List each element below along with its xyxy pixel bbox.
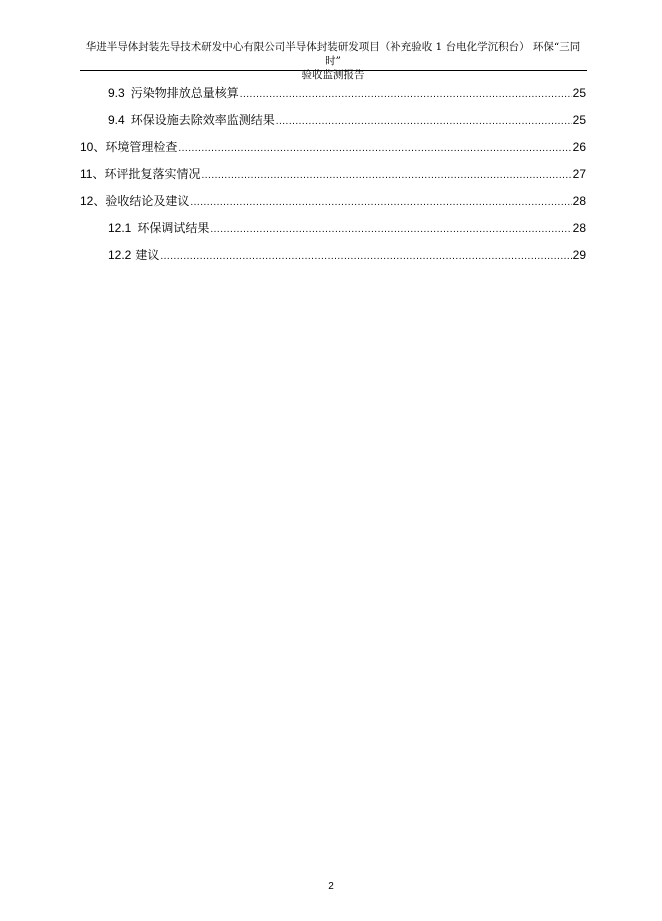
toc-entry-title: 环境管理检查 <box>105 140 178 154</box>
page-header <box>80 40 586 82</box>
toc-entry-9-3[interactable] <box>108 84 586 102</box>
toc-entry-title: 环评批复落实情况 <box>104 167 201 181</box>
toc-entry-12-1[interactable] <box>108 219 586 237</box>
toc-entry-number: 12.2 <box>108 248 132 262</box>
toc-entry-title: 环保调试结果 <box>137 221 210 235</box>
header-title-line1: 华进半导体封装先导技术研发中心有限公司半导体封装研发项目（补充验收 1 台电化学沉积台） 环保“三同时” <box>85 41 581 67</box>
toc-entry-page: 27 <box>572 167 586 181</box>
toc-dot-leader <box>276 113 572 131</box>
toc-entry-title: 建议 <box>135 248 160 262</box>
header-rule <box>80 70 587 71</box>
toc-entry-title: 环保设施去除效率监测结果 <box>130 113 275 127</box>
toc-entry-9-4[interactable] <box>108 111 586 129</box>
toc-entry-number: 12、 <box>80 194 106 208</box>
toc-entry-page: 28 <box>572 194 586 208</box>
toc-entry-10[interactable] <box>80 138 586 156</box>
toc-entry-number: 10、 <box>80 140 106 154</box>
toc-dot-leader <box>201 167 571 185</box>
toc-entry-page: 25 <box>572 113 586 127</box>
toc-entry-number: 9.3 <box>108 86 125 100</box>
page-number: 2 <box>328 881 334 892</box>
header-title-line2: 验收监测报告 <box>301 69 365 81</box>
toc-entry-title: 污染物排放总量核算 <box>130 86 239 100</box>
toc-entry-number: 9.4 <box>108 113 125 127</box>
toc-entry-page: 29 <box>572 248 586 262</box>
toc-dot-leader <box>240 86 572 104</box>
toc-entry-12[interactable] <box>80 192 586 210</box>
toc-entry-title: 验收结论及建议 <box>105 194 190 208</box>
toc-entry-page: 26 <box>572 140 586 154</box>
toc-entry-page: 25 <box>572 86 586 100</box>
toc-entry-page: 28 <box>572 221 586 235</box>
toc-entry-11[interactable] <box>80 165 586 183</box>
toc-dot-leader <box>160 248 571 266</box>
toc-dot-leader <box>190 194 571 212</box>
toc-entry-number: 12.1 <box>108 221 132 235</box>
toc-entry-12-2[interactable] <box>108 246 586 264</box>
toc-dot-leader <box>178 140 571 158</box>
toc-dot-leader <box>210 221 571 239</box>
toc-entry-number: 11、 <box>80 167 105 181</box>
